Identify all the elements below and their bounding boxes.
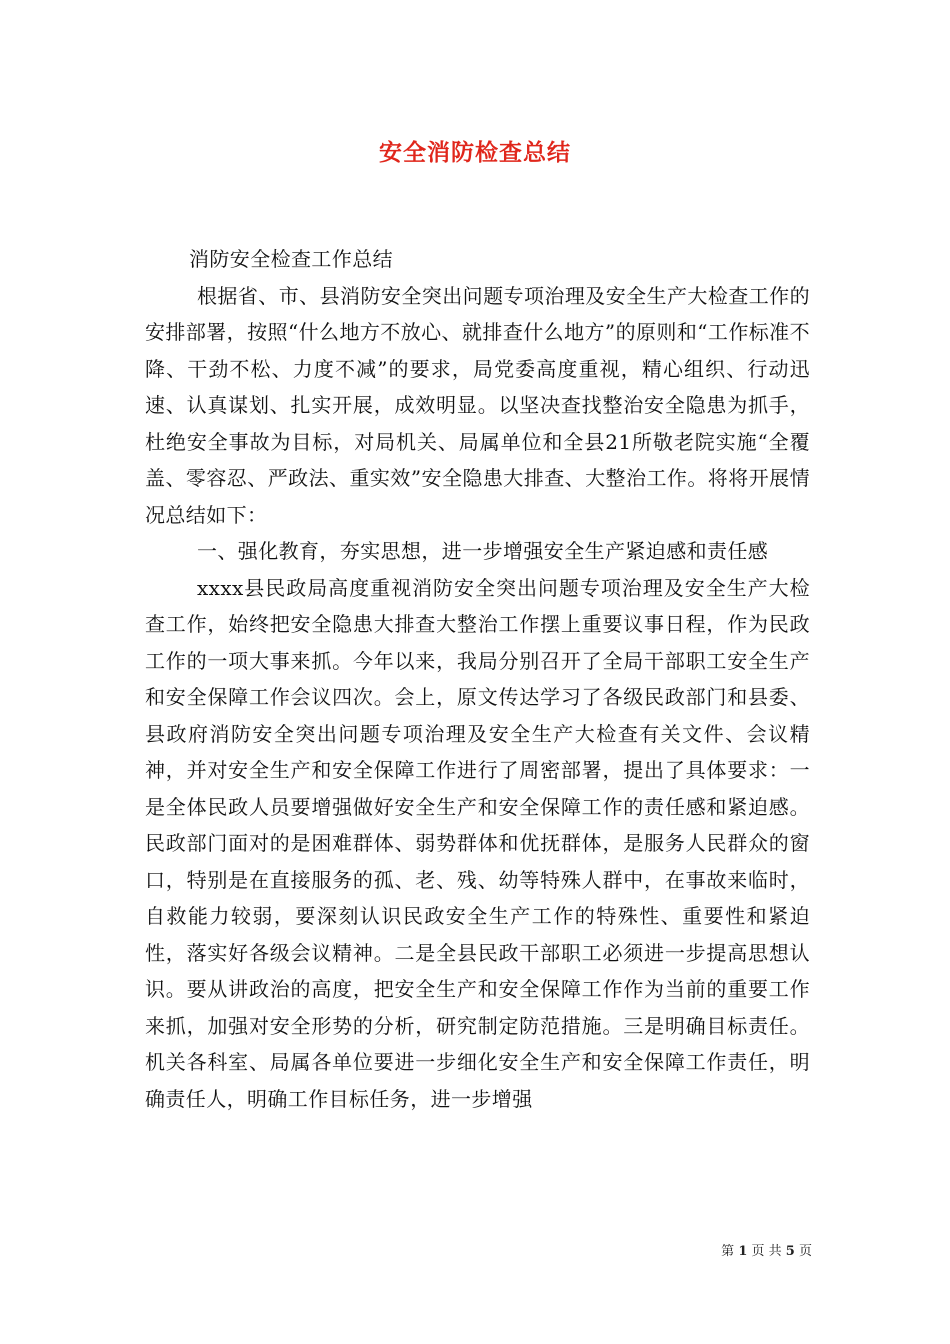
paragraph-section-1: xxxx县民政局高度重视消防安全突出问题专项治理及安全生产大检查工作，始终把安全隐患大排查大整治工作摆上重要议事日程，作为民政工作的一项大事来抓。今年以来，我局分别召开了全局干部职工安全生产和安全保障工作会议四次。会上，原文传达学习了各级民政部门和县委、县政府消防安全突出问题专项治理及安全生产大检查有关文件、会议精神，并对安全生产和安全保障工作进行了周密部署，提出了具体要求：一是全体民政人员要增强做好安全生产和安全保障工作的责任感和紧迫感。民政部门面对的是困难群体、弱势群体和优抚群体，是服务人民群众的窗口，特别是在直接服务的孤、老、残、幼等特殊人群中，在事故来临时，自救能力较弱，要深刻认识民政安全生产工作的特殊性、重要性和紧迫性，落实好各级会议精神。二是全县民政干部职工必须进一步提高思想认识。要从讲政治的高度，把安全生产和安全保障工作作为当前的重要工作来抓，加强对安全形势的分析，研究制定防范措施。三是明确目标责任。机关各科室、局属各单位要进一步细化安全生产和安全保障工作责任，明确责任人，明确工作目标任务，进一步增强 (145, 575, 810, 1111)
paragraph-intro: 根据省、市、县消防安全突出问题专项治理及安全生产大检查工作的安排部署，按照“什么地方不放心、就排查什么地方”的原则和“工作标准不降、干劲不松、力度不减”的要求，局党委高度重视，精心组织、行动迅速、认真谋划、扎实开展，成效明显。以坚决查找整治安全隐患为抓手，杜绝安全事故为目标，对局机关、局属单位和全县21所敬老院实施“全覆盖、零容忍、严政法、重实效”安全隐患大排查、大整治工作。将将开展情况总结如下： (145, 283, 810, 527)
footer-current-page: 1 (738, 1244, 748, 1259)
document-body (145, 241, 810, 1117)
document-subtitle: 消防安全检查工作总结 (189, 247, 393, 271)
footer-total-pages: 5 (785, 1244, 795, 1259)
section-heading-1: 一、强化教育，夯实思想，进一步增强安全生产紧迫感和责任感 (197, 539, 769, 563)
footer-prefix: 第 (721, 1244, 735, 1259)
document-title: 安全消防检查总结 (379, 139, 571, 166)
footer-suffix: 页 (798, 1244, 812, 1259)
footer-middle: 页 共 (751, 1244, 782, 1259)
page-number-footer (721, 1240, 812, 1259)
